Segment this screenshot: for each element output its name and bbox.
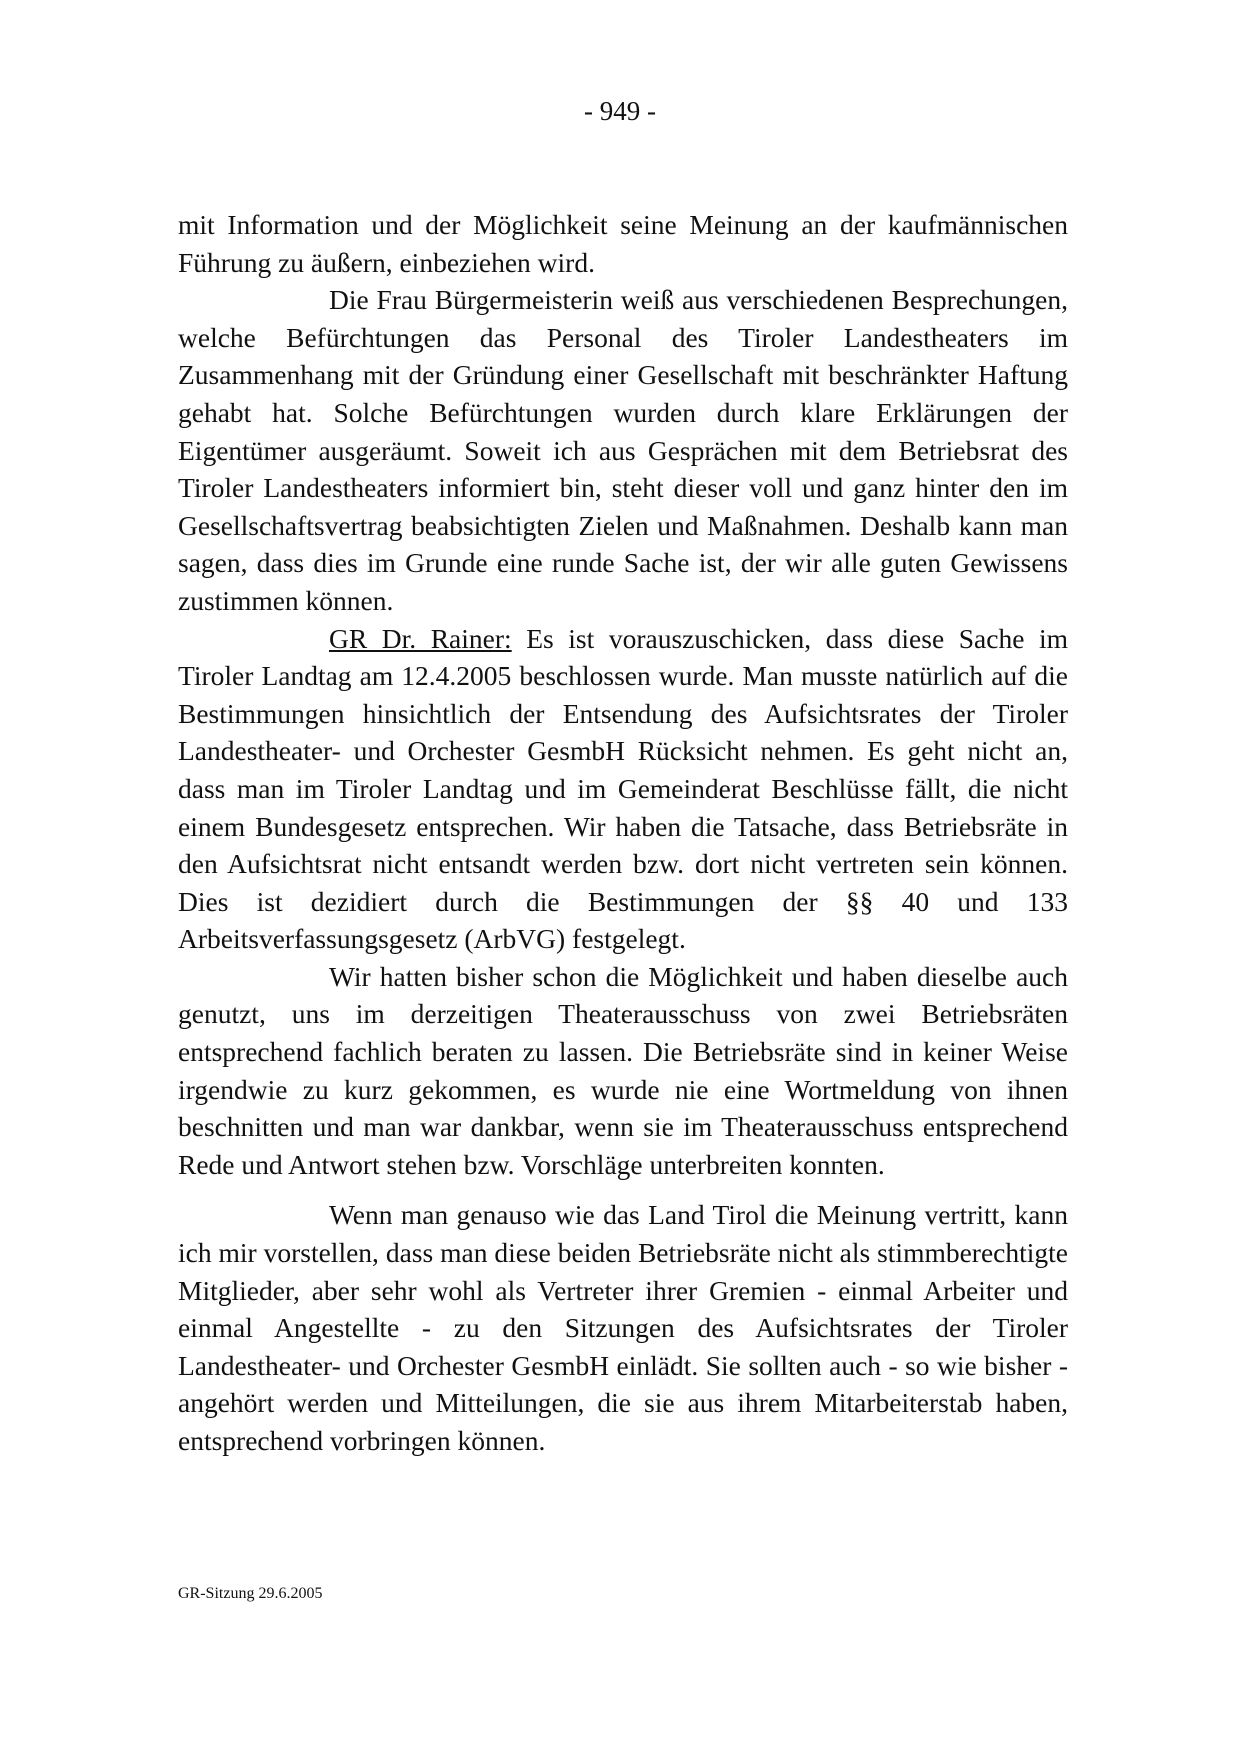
paragraph-2: Die Frau Bürgermeisterin weiß aus verschiedenen Besprechungen, welche Befürchtungen das Personal des Tiroler Landestheaters im Zusammenhang mit der Gründung einer Gesellschaft mit beschränkter Haftung gehabt hat. Solche Befürchtungen wurden durch klare Erklärungen der Eigentümer ausgeräumt. Soweit ich aus Gesprächen mit dem Betriebsrat des Tiroler Landestheaters informiert bin, steht dieser voll und ganz hinter den im Gesellschaftsvertrag beabsichtigten Zielen und Maßnahmen. Deshalb kann man sagen, dass dies im Grunde eine runde Sache ist, der wir alle guten Gewissens zustimmen können.	[178, 284, 1068, 616]
footer-session-date: GR-Sitzung 29.6.2005	[178, 1585, 323, 1602]
page-number: - 949 -	[584, 96, 656, 126]
speaker-name: GR Dr. Rainer:	[329, 622, 512, 654]
document-body	[178, 206, 1068, 1460]
paragraph-3-text: Es ist vorauszuschicken, dass diese Sache im Tiroler Landtag am 12.4.2005 beschlossen wurde. Man musste natürlich auf die Bestimmungen hinsichtlich der Entsendung des Aufsichtsrates der Tiroler Landestheater- und Orchester GesmbH Rücksicht nehmen. Es geht nicht an, dass man im Tiroler Landtag und im Gemeinderat Beschlüsse fällt, die nicht einem Bundesgesetz entsprechen. Wir haben die Tatsache, dass Betriebsräte in den Aufsichtsrat nicht entsandt werden bzw. dort nicht vertreten sein können. Dies ist dezidiert durch die Bestimmungen der §§ 40 und 133 Arbeitsverfassungsgesetz (ArbVG) festgelegt.	[178, 622, 1068, 955]
paragraph-3	[178, 620, 1068, 958]
paragraph-5: Wenn man genauso wie das Land Tirol die Meinung vertritt, kann ich mir vorstellen, dass man diese beiden Betriebsräte nicht als stimmberechtigte Mitglieder, aber sehr wohl als Vertreter ihrer Gremien - einmal Arbeiter und einmal Angestellte - zu den Sitzungen des Aufsichtsrates der Tiroler Landestheater- und Orchester GesmbH einlädt. Sie sollten auch - so wie bisher - angehört werden und Mitteilungen, die sie aus ihrem Mitarbeiterstab haben, entsprechend vorbringen können.	[178, 1199, 1068, 1456]
paragraph-1: mit Information und der Möglichkeit seine Meinung an der kaufmännischen Führung zu äußern, einbeziehen wird.	[178, 209, 1068, 278]
paragraph-4: Wir hatten bisher schon die Möglichkeit und haben dieselbe auch genutzt, uns im derzeitigen Theaterausschuss von zwei Betriebsräten entsprechend fachlich beraten zu lassen. Die Betriebsräte sind in keiner Weise irgendwie zu kurz gekommen, es wurde nie eine Wortmeldung von ihnen beschnitten und man war dankbar, wenn sie im Theaterausschuss entsprechend Rede und Antwort stehen bzw. Vorschläge unterbreiten konnten.	[178, 960, 1068, 1180]
